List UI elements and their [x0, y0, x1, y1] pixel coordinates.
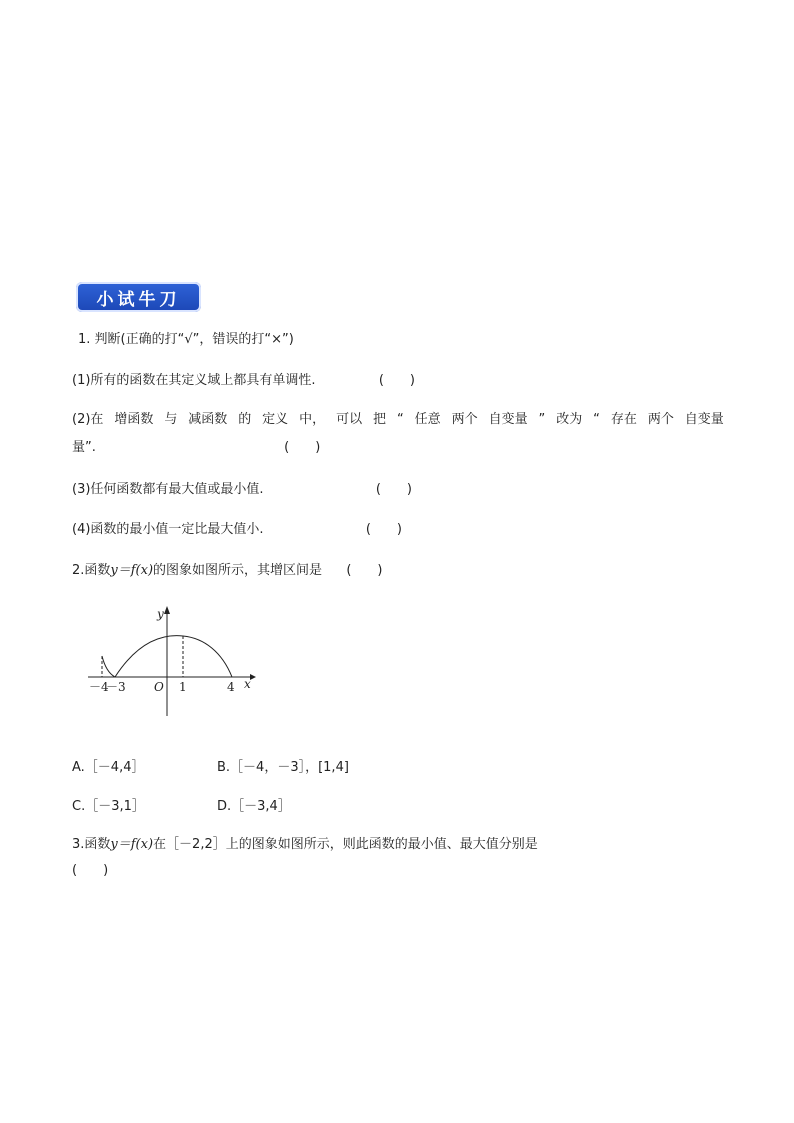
question-3-stem — [72, 836, 538, 854]
statement-text: “ — [593, 412, 600, 427]
option-d[interactable]: D.［－3,4］ — [217, 799, 291, 814]
tick-label: 4 — [227, 680, 235, 694]
statement-text: (2)在 — [72, 412, 104, 427]
statement-text: 改为 — [556, 412, 583, 427]
statement-text: 把 — [373, 412, 387, 427]
statement-text: 减函数 — [188, 412, 228, 427]
answer-blank: ( ) — [375, 482, 412, 497]
answer-blank: ( ) — [346, 563, 383, 578]
stem-text: 在［－2,2］上的图象如图所示，则此函数的最小值、最大值分别是 — [153, 837, 538, 852]
q1-statement-2-continued — [72, 439, 320, 457]
tick-label: 1 — [179, 680, 187, 694]
answer-blank: ( ) — [378, 373, 415, 388]
option-b[interactable]: B.［－4，－3］，[1,4] — [217, 760, 349, 775]
q1-statement-1 — [72, 372, 415, 390]
x-axis-label: x — [244, 677, 251, 691]
statement-text: 的 — [238, 412, 252, 427]
option-c[interactable]: C.［－3,1］ — [72, 799, 145, 814]
function-expression: y＝f(x) — [110, 837, 154, 852]
statement-text: 自变量 — [684, 412, 724, 427]
curve-main-segment — [115, 636, 232, 677]
y-axis-arrow — [164, 606, 170, 614]
statement-text: 增函数 — [114, 412, 154, 427]
function-expression: y＝f(x) — [110, 563, 154, 578]
statement-text: (3)任何函数都有最大值或最小值. — [72, 482, 264, 497]
statement-text: “ — [396, 412, 404, 427]
statement-text: (1)所有的函数在其定义域上都具有单调性. — [72, 373, 316, 388]
section-title-badge: 小试牛刀 — [76, 282, 201, 312]
statement-text: 两个 — [451, 412, 478, 427]
statement-text: 与 — [164, 412, 178, 427]
origin-label: O — [154, 680, 164, 694]
answer-blank: ( ) — [284, 440, 321, 455]
stem-text: 3.函数 — [72, 837, 111, 852]
y-axis-label: y — [157, 607, 164, 621]
question-2-stem — [72, 562, 383, 580]
question-3-blank: ( ) — [72, 863, 109, 878]
q1-statement-2 — [72, 411, 724, 429]
statement-text: 定义 — [262, 412, 289, 427]
function-graph — [84, 600, 259, 720]
statement-text: 可以 — [336, 412, 363, 427]
option-a[interactable]: A.［－4,4］ — [72, 760, 145, 775]
stem-text: 2.函数 — [72, 563, 111, 578]
statement-text: 两个 — [647, 412, 674, 427]
statement-text: 量”. — [72, 440, 96, 455]
statement-text: 任意 — [414, 412, 441, 427]
q1-statement-4 — [72, 521, 402, 539]
answer-blank: ( ) — [365, 522, 402, 537]
statement-text: ” — [538, 412, 546, 427]
q1-statement-3 — [72, 481, 412, 499]
tick-label: －3 — [106, 680, 126, 694]
stem-text: 的图象如图所示，其增区间是 — [153, 563, 323, 578]
statement-text: 存在 — [610, 412, 637, 427]
curve-left-segment — [102, 656, 115, 677]
x-axis-arrow — [250, 674, 256, 680]
statement-text: 自变量 — [488, 412, 528, 427]
tick-label: －4 — [89, 680, 109, 694]
statement-text: (4)函数的最小值一定比最大值小. — [72, 522, 264, 537]
question-1-stem: 1. 判断(正确的打“√”，错误的打“×”) — [78, 332, 294, 347]
statement-text: 中， — [299, 412, 326, 427]
